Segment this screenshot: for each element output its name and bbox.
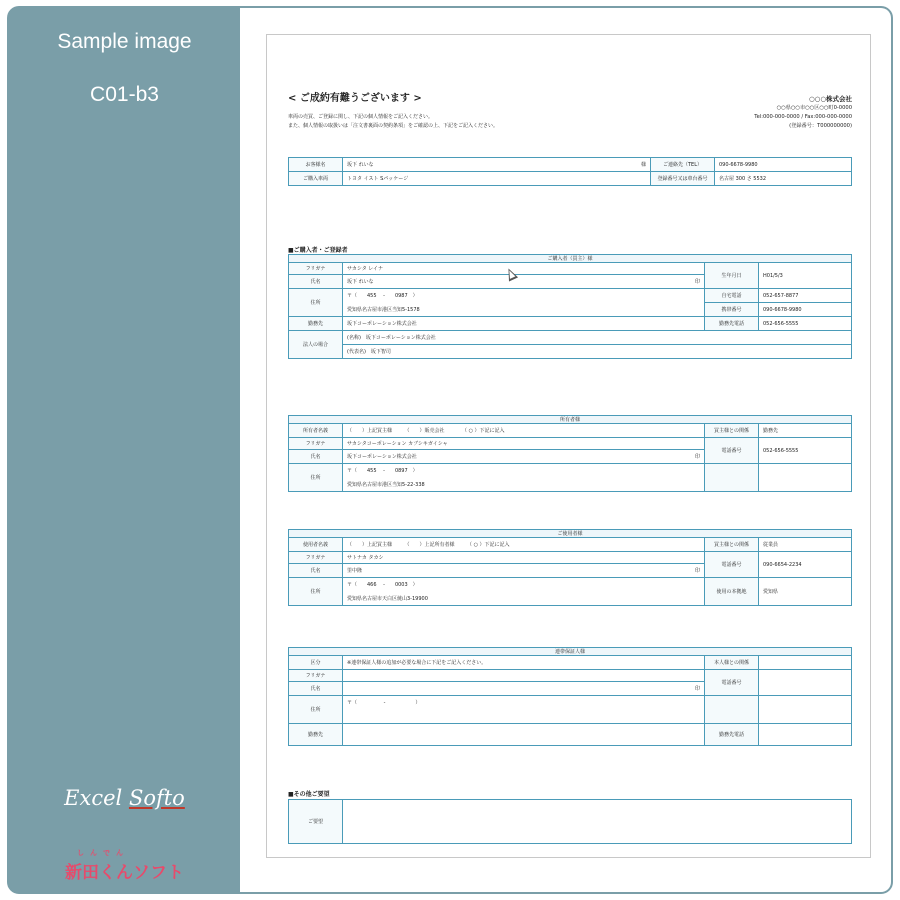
- mobile-label: 携帯番号: [705, 303, 759, 317]
- guarantor-table: [288, 647, 852, 746]
- user-tel[interactable]: 090-6654-2234: [759, 552, 852, 578]
- owner-furigana-label: フリガナ: [289, 438, 343, 450]
- guarantor-blank-value[interactable]: [759, 696, 852, 724]
- birth-value[interactable]: H01/5/3: [759, 263, 852, 289]
- company-block: [754, 95, 852, 131]
- owner-address-label: 住所: [289, 464, 343, 492]
- kubun-label: 区分: [289, 656, 343, 670]
- home-tel-value[interactable]: 052-657-8877: [759, 289, 852, 303]
- document-sheet: [266, 34, 871, 858]
- owner-tel-label: 電話番号: [705, 438, 759, 464]
- purchaser-address[interactable]: 愛知県名古屋市港区当知5-1578: [343, 303, 705, 317]
- contact-label: ご連絡先（TEL）: [651, 158, 715, 172]
- sample-title: Sample image: [57, 30, 192, 53]
- work-tel-value[interactable]: 052-656-5555: [759, 317, 852, 331]
- owner-table: [288, 415, 852, 492]
- owner-name-label: 氏名: [289, 450, 343, 464]
- contact-value[interactable]: 090-6678-9980: [715, 158, 852, 172]
- user-base-label: 使用の本拠地: [705, 578, 759, 606]
- guarantor-address[interactable]: [343, 710, 705, 724]
- work-value[interactable]: 坂下コーポレーション株式会社: [343, 317, 705, 331]
- owner-header: 所有者様: [289, 416, 852, 424]
- user-furigana[interactable]: サトナカ タカシ: [343, 552, 705, 564]
- user-name-cell[interactable]: [343, 564, 705, 578]
- owner-relation[interactable]: 勤務先: [759, 424, 852, 438]
- intro-text: [288, 113, 498, 131]
- guarantor-blank-label: [705, 696, 759, 724]
- guarantor-header: 連帯保証人様: [289, 648, 852, 656]
- car-label: ご購入車両: [289, 172, 343, 186]
- purchaser-table: [288, 254, 852, 359]
- owner-blank-label: [705, 464, 759, 492]
- owner-postal[interactable]: 〒（ 455 - 0897 ）: [343, 464, 705, 478]
- corp-name[interactable]: (名称) 坂下コーポレーション株式会社: [343, 331, 852, 345]
- purchaser-furigana[interactable]: サカシタ レイナ: [343, 263, 705, 275]
- corp-rep[interactable]: (代表名) 坂下智司: [343, 345, 852, 359]
- user-table: [288, 529, 852, 606]
- content-area: [240, 8, 891, 892]
- logo: [9, 849, 240, 883]
- user-base[interactable]: 愛知県: [759, 578, 852, 606]
- guarantor-work-label: 勤務先: [289, 724, 343, 746]
- owner-type-label: 所有者名義: [289, 424, 343, 438]
- plate-label: 登録番号又は車台番号: [651, 172, 715, 186]
- brand-underlined: Softo: [128, 786, 185, 810]
- guarantor-work[interactable]: [343, 724, 705, 746]
- guarantor-relation-label: 本人様との関係: [705, 656, 759, 670]
- brand-text: [9, 786, 240, 810]
- purchaser-name-cell[interactable]: [343, 275, 705, 289]
- request-value[interactable]: [343, 800, 852, 844]
- brand-prefix: Excel: [64, 786, 129, 810]
- purchaser-name: 坂下 れいな: [347, 279, 374, 285]
- user-name-label: 氏名: [289, 564, 343, 578]
- stamp-mark: 印: [694, 279, 700, 285]
- user-address[interactable]: 愛知県名古屋市天白区焼山3-19900: [343, 592, 705, 606]
- owner-address[interactable]: 愛知県名古屋市港区当知5-22-338: [343, 478, 705, 492]
- purchaser-postal[interactable]: 〒（ 455 - 0987 ）: [343, 289, 705, 303]
- owner-name: 坂下コーポレーション株式会社: [347, 454, 417, 460]
- owner-furigana[interactable]: サカシタコーポレーション カブシキガイシャ: [343, 438, 705, 450]
- address-label: 住所: [289, 289, 343, 317]
- sidebar: [9, 8, 240, 892]
- guarantor-name-cell[interactable]: [343, 682, 705, 696]
- user-stamp: 印: [694, 568, 700, 574]
- user-name: 里中隆: [347, 568, 363, 574]
- guarantor-work-tel-label: 勤務先電話: [705, 724, 759, 746]
- guarantor-tel-label: 電話番号: [705, 670, 759, 696]
- home-tel-label: 自宅電話: [705, 289, 759, 303]
- guarantor-furigana-label: フリガナ: [289, 670, 343, 682]
- guarantor-tel[interactable]: [759, 670, 852, 696]
- logo-ruby: しんでん: [77, 849, 129, 857]
- sample-code: C01-b3: [90, 83, 159, 106]
- car-value[interactable]: トヨタ イスト Sパッケージ: [343, 172, 651, 186]
- guarantor-relation[interactable]: [759, 656, 852, 670]
- user-type[interactable]: （ ）上記買主様 （ ）上記所有者様 （ ○ ）下記に記入: [343, 538, 705, 552]
- guarantor-address-label: 住所: [289, 696, 343, 724]
- other-section-title: ■その他ご要望: [288, 791, 330, 798]
- birth-label: 生年月日: [705, 263, 759, 289]
- user-relation-label: 買主様との関係: [705, 538, 759, 552]
- corp-label: 法人の場合: [289, 331, 343, 359]
- company-address: ○○県○○市○○区○○町0-0000: [776, 105, 852, 111]
- user-postal[interactable]: 〒（ 466 - 0003 ）: [343, 578, 705, 592]
- customer-name-cell[interactable]: [343, 158, 651, 172]
- page-title: < ご成約有難うございます >: [288, 93, 422, 104]
- owner-tel[interactable]: 052-656-5555: [759, 438, 852, 464]
- customer-table: [288, 157, 852, 186]
- name-label: 氏名: [289, 275, 343, 289]
- company-tel: Tel:000-000-0000 / Fax:000-000-0000: [754, 114, 852, 120]
- guarantor-postal[interactable]: 〒（ - ）: [343, 696, 705, 710]
- customer-name: 坂下 れいな: [347, 162, 374, 168]
- user-type-label: 使用者名義: [289, 538, 343, 552]
- furigana-label: フリガナ: [289, 263, 343, 275]
- user-furigana-label: フリガナ: [289, 552, 343, 564]
- owner-blank-value[interactable]: [759, 464, 852, 492]
- purchaser-section-title: ■ご購入者・ご登録者: [288, 247, 348, 254]
- guarantor-stamp: 印: [694, 686, 700, 692]
- mobile-value[interactable]: 090-6678-9980: [759, 303, 852, 317]
- work-tel-label: 勤務先電話: [705, 317, 759, 331]
- guarantor-work-tel[interactable]: [759, 724, 852, 746]
- logo-text: 新田くんソフト: [65, 863, 184, 883]
- user-relation[interactable]: 従業員: [759, 538, 852, 552]
- owner-relation-label: 買主様との関係: [705, 424, 759, 438]
- owner-stamp: 印: [694, 454, 700, 460]
- user-header: ご使用者様: [289, 530, 852, 538]
- purchaser-header: ご購入者（買主）様: [289, 255, 852, 263]
- company-reg: (登録番号：T000000000): [789, 123, 852, 129]
- company-name: ○○○株式会社: [808, 95, 852, 103]
- app-frame: [7, 6, 893, 894]
- work-label: 勤務先: [289, 317, 343, 331]
- customer-name-label: お客様名: [289, 158, 343, 172]
- guarantor-furigana[interactable]: [343, 670, 705, 682]
- sama-label: 様: [640, 162, 646, 168]
- intro-line-1: 車両の売買、ご登録に関し、下記の個人情報をご記入ください。: [288, 114, 434, 120]
- user-address-label: 住所: [289, 578, 343, 606]
- owner-name-cell[interactable]: [343, 450, 705, 464]
- plate-value[interactable]: 名古屋 300 さ 5532: [715, 172, 852, 186]
- kubun-value[interactable]: ※連帯保証人様の追加が必要な場合に下記をご記入ください。: [343, 656, 705, 670]
- guarantor-name-label: 氏名: [289, 682, 343, 696]
- request-label: ご要望: [289, 800, 343, 844]
- other-table: [288, 799, 852, 844]
- user-tel-label: 電話番号: [705, 552, 759, 578]
- intro-line-2: また、個人情報の取扱いは「注文書裏面の契約条項」をご確認の上、下記をご記入ください。: [288, 123, 499, 129]
- owner-type[interactable]: （ ）上記買主様 （ ）販売会社 （ ○ ）下記に記入: [343, 424, 705, 438]
